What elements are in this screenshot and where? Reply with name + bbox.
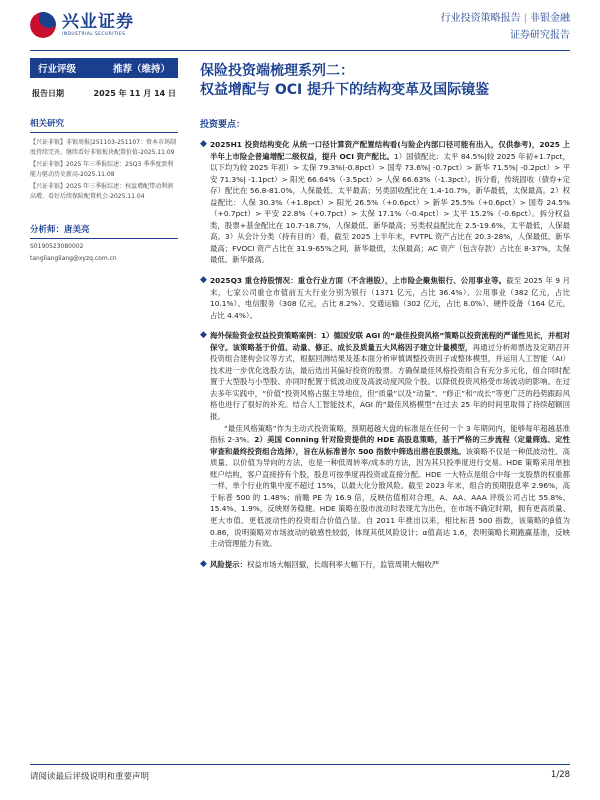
report-date-row: [30, 88, 178, 99]
kp3-body1: 再通过分析师票选及定期召开投资组合建构会议等方式，根据回测结果及基本面分析审慎调整投资因子或整体模型，并运用人工智能（AI）技术进一步优化选股方法，最后选出其偏好投资的股票。方确保最佳风格投资组合有充分多元化，组合同时配置于大型股与小型股、亦同时配置于低波动度及高波动度风险个股。以降低投资风格受市场波动的影响。在过去多年实践中，“价值”投资风格占据主导地位，但“质量”以及“动量”、“修正”和“成长”等更广泛的趋势跟踪风格也进行了很好的补充。结合人工智能技术，AGI 的“最佳风格模型”在过去 25 年的时间里取得了持续超额回报。: [210, 342, 570, 422]
rating-bar: [30, 58, 178, 78]
footer-disclaimer[interactable]: 请阅读最后评级说明和重要声明: [30, 772, 150, 782]
kp2-body: 截至 2025 年 9 月末，七家公司重仓市值前五大行业分别为银行（1371 亿元，占比 36.4%）、公用事业（382 亿元，占比 10.1%）、电信服务（308 亿元，占比 8.2%）、交通运输（302 亿元，占比 8.0%）、硬件设备（164 亿元，占比 4.4%）。: [210, 276, 570, 320]
report-title-line2: 权益增配与 OCI 提升下的结构变革及国际镜鉴: [200, 82, 490, 98]
report-type: 行业投资策略报告: [440, 13, 521, 24]
sector-name: 非银金融: [530, 13, 570, 24]
brand-name-en: INDUSTRIAL SECURITIES: [62, 31, 126, 37]
rating-value: 推荐（维持）: [112, 64, 170, 75]
footer-divider: [30, 764, 570, 765]
related-report-2[interactable]: 【兴证非银】2025 年三季报综述：25Q3 季季度盈利能力驱动历史新高-2025.11.08: [30, 161, 174, 178]
bullet-icon: ◆: [200, 558, 207, 569]
rating-label: 行业评级: [38, 64, 77, 75]
risk-lead: 风险提示：: [210, 559, 247, 569]
related-report-1[interactable]: 【兴证非银】非银周报|251103-251107：资本市场制度持续完善，继续看好非银板块配置价值-2025.11.09: [30, 139, 176, 156]
date-label: 报告日期: [32, 89, 64, 98]
logo-mark-icon: [30, 12, 56, 38]
bullet-icon: ◆: [200, 330, 207, 341]
key-points-title: 投资要点：: [200, 120, 246, 130]
kp3-body3: 该策略不仅是一种低波动性、高质量、以价值为导向的方法，也是一种低周转率/成本的方法，因为其只投季度进行交易。HDE 策略采用单独账户结构，客户直接持有个股，股息可按季度再投资或直接分配。HDE 一大特点是组合中每一支股票的权重都一样，单个行业的集中度不超过 15%，以最大化分散风险。截至 2023 年末，组合的预期股息率 2.96%，高于标普 500 的 1.48%；前瞻 PE 为 16.9 倍，反映估值相对合理，A、AA、AAA 评级公司占比 55.8%、15.4%、1.9%，反映财务稳健。HDE 策略在股市波动时表现尤为出色，在市场不确定时期，拥有更高质量、更大市值、更低波动性的投资组合价值凸显。自 2011 年推出以来，相比标普 500 指数，该策略的β值为 0.86，说明策略对市场波动的敏感性较弱，体现其低风险设计；α值高达 1.6，表明策略长期跑赢基准，反映主动管理能力有效。: [210, 446, 570, 549]
analyst-id: S0190523080002: [30, 243, 84, 250]
related-research-title: 相关研究: [30, 117, 178, 133]
kp3-body2: “最佳风格策略”作为主动式投资策略，预期超越大盘的标准是在任何一个 3 年期间内，能够每年超越基准指标 2-3%。: [210, 423, 570, 445]
kp1-lead: 2025H1 投资结构变化 从统一口径计算资产配置结构看(与险企内部口径可能有出入，仅供参考)，2025 上半年上市险企普遍增配二级权益，提升 OCI 资产配比。: [210, 140, 570, 161]
key-point-1: [200, 139, 570, 266]
kp2-lead: 2025Q3 重仓持股情况：重仓行业方面（不含港股），上市险企聚焦银行、公用事业等。: [210, 276, 507, 286]
key-point-3: [200, 330, 570, 549]
analyst-title: 分析师：唐美亮: [30, 223, 178, 239]
report-title-line1: 保险投资端梳理系列二：: [200, 63, 354, 79]
date-value: 2025 年 11 月 14 日: [93, 89, 176, 98]
bullet-icon: ◆: [200, 275, 207, 286]
kp3-lead: 海外保险资金权益投资策略案例：1）德国安联 AGI 的“最佳投资风格”策略以投资流程的严谨性见长，并相对保守。该策略基于价值、动量、修正、成长及质量五大风格因子建立计量模型，: [210, 331, 570, 352]
sidebar: [30, 58, 178, 263]
bullet-icon: ◆: [200, 139, 207, 149]
related-report-3[interactable]: 【兴证非银】2025 年三季报综述：权益增配带动利润高增，看好后续保险配置机会-2025.11.04: [30, 183, 174, 200]
page-number: 1/28: [550, 770, 570, 780]
risk-body: 权益市场大幅回撤，长端利率大幅下行，监管周期大幅收严: [246, 559, 440, 569]
key-point-2: [200, 275, 570, 321]
header-meta: 行业投资策略报告 | 非银金融 证券研究报告: [440, 13, 570, 41]
main-content: [200, 62, 570, 570]
dept-label: 证券研究报告: [510, 30, 570, 41]
brand-name-cn: 兴业证券: [62, 11, 134, 32]
kp1-body: 1）国债配比：太平 84.5%|较 2025 年初+1.7pct，以下均为较 2025 年初）> 太保 79.3%(-0.8pct）> 国寿 73.6%| -0.7pct）> 新华 71.5%| -0.2pct）> 平安 71.3%| -1.1pct）> 阳光 66.64%（-3.5pct）> 人保 66.63%（-1.3pct）。拆分看，传统固收（债券+定存）配比在 56.8-81.0%，人保最低、太平最高；另类固收配比在 1.4-10.7%，新华最低，太保最高。2）权益配比：人保 30.3%（+1.8pct）> 阳光 26.5%（+0.6pct）> 新华 25.5%（+0.6pct）> 国寿 24.5%（+0.7pct）> 平安 22.8%（+0.7pct）> 太保 17.1%（-0.4pct）> 太平 15.2%（-0.6pct）。拆分权益类，股票+基金配比在 10.7-18.7%，人保最低、新华最高；另类权益配比在 2.5-19.6%，太平最低，人保最高。3）从会计分类（持有目的）看，截至 2025 上半年末，FVTPL 资产占比在 20.3-28%，人保最低、新华最高；FVOCI 资产占比在 31.9-65%之间，新华最低，太保最高；AC 资产（包含存款）占比在 8-37%，太保最低、新华最高。: [210, 151, 570, 265]
analyst-email[interactable]: tangliangliang@xyzq.com.cn: [30, 255, 117, 262]
header-divider: [30, 50, 570, 51]
risk-notice: [200, 559, 570, 571]
brand-logo: [30, 12, 134, 38]
kp3-lead2: 2）美国 Conning 针对险资提供的 HDE 高股息策略，基于严格的三步流程（定量筛选、定性审查和最终投资组合选择），旨在从标准普尔 500 指数中筛选出潜在股票池。: [210, 435, 570, 456]
